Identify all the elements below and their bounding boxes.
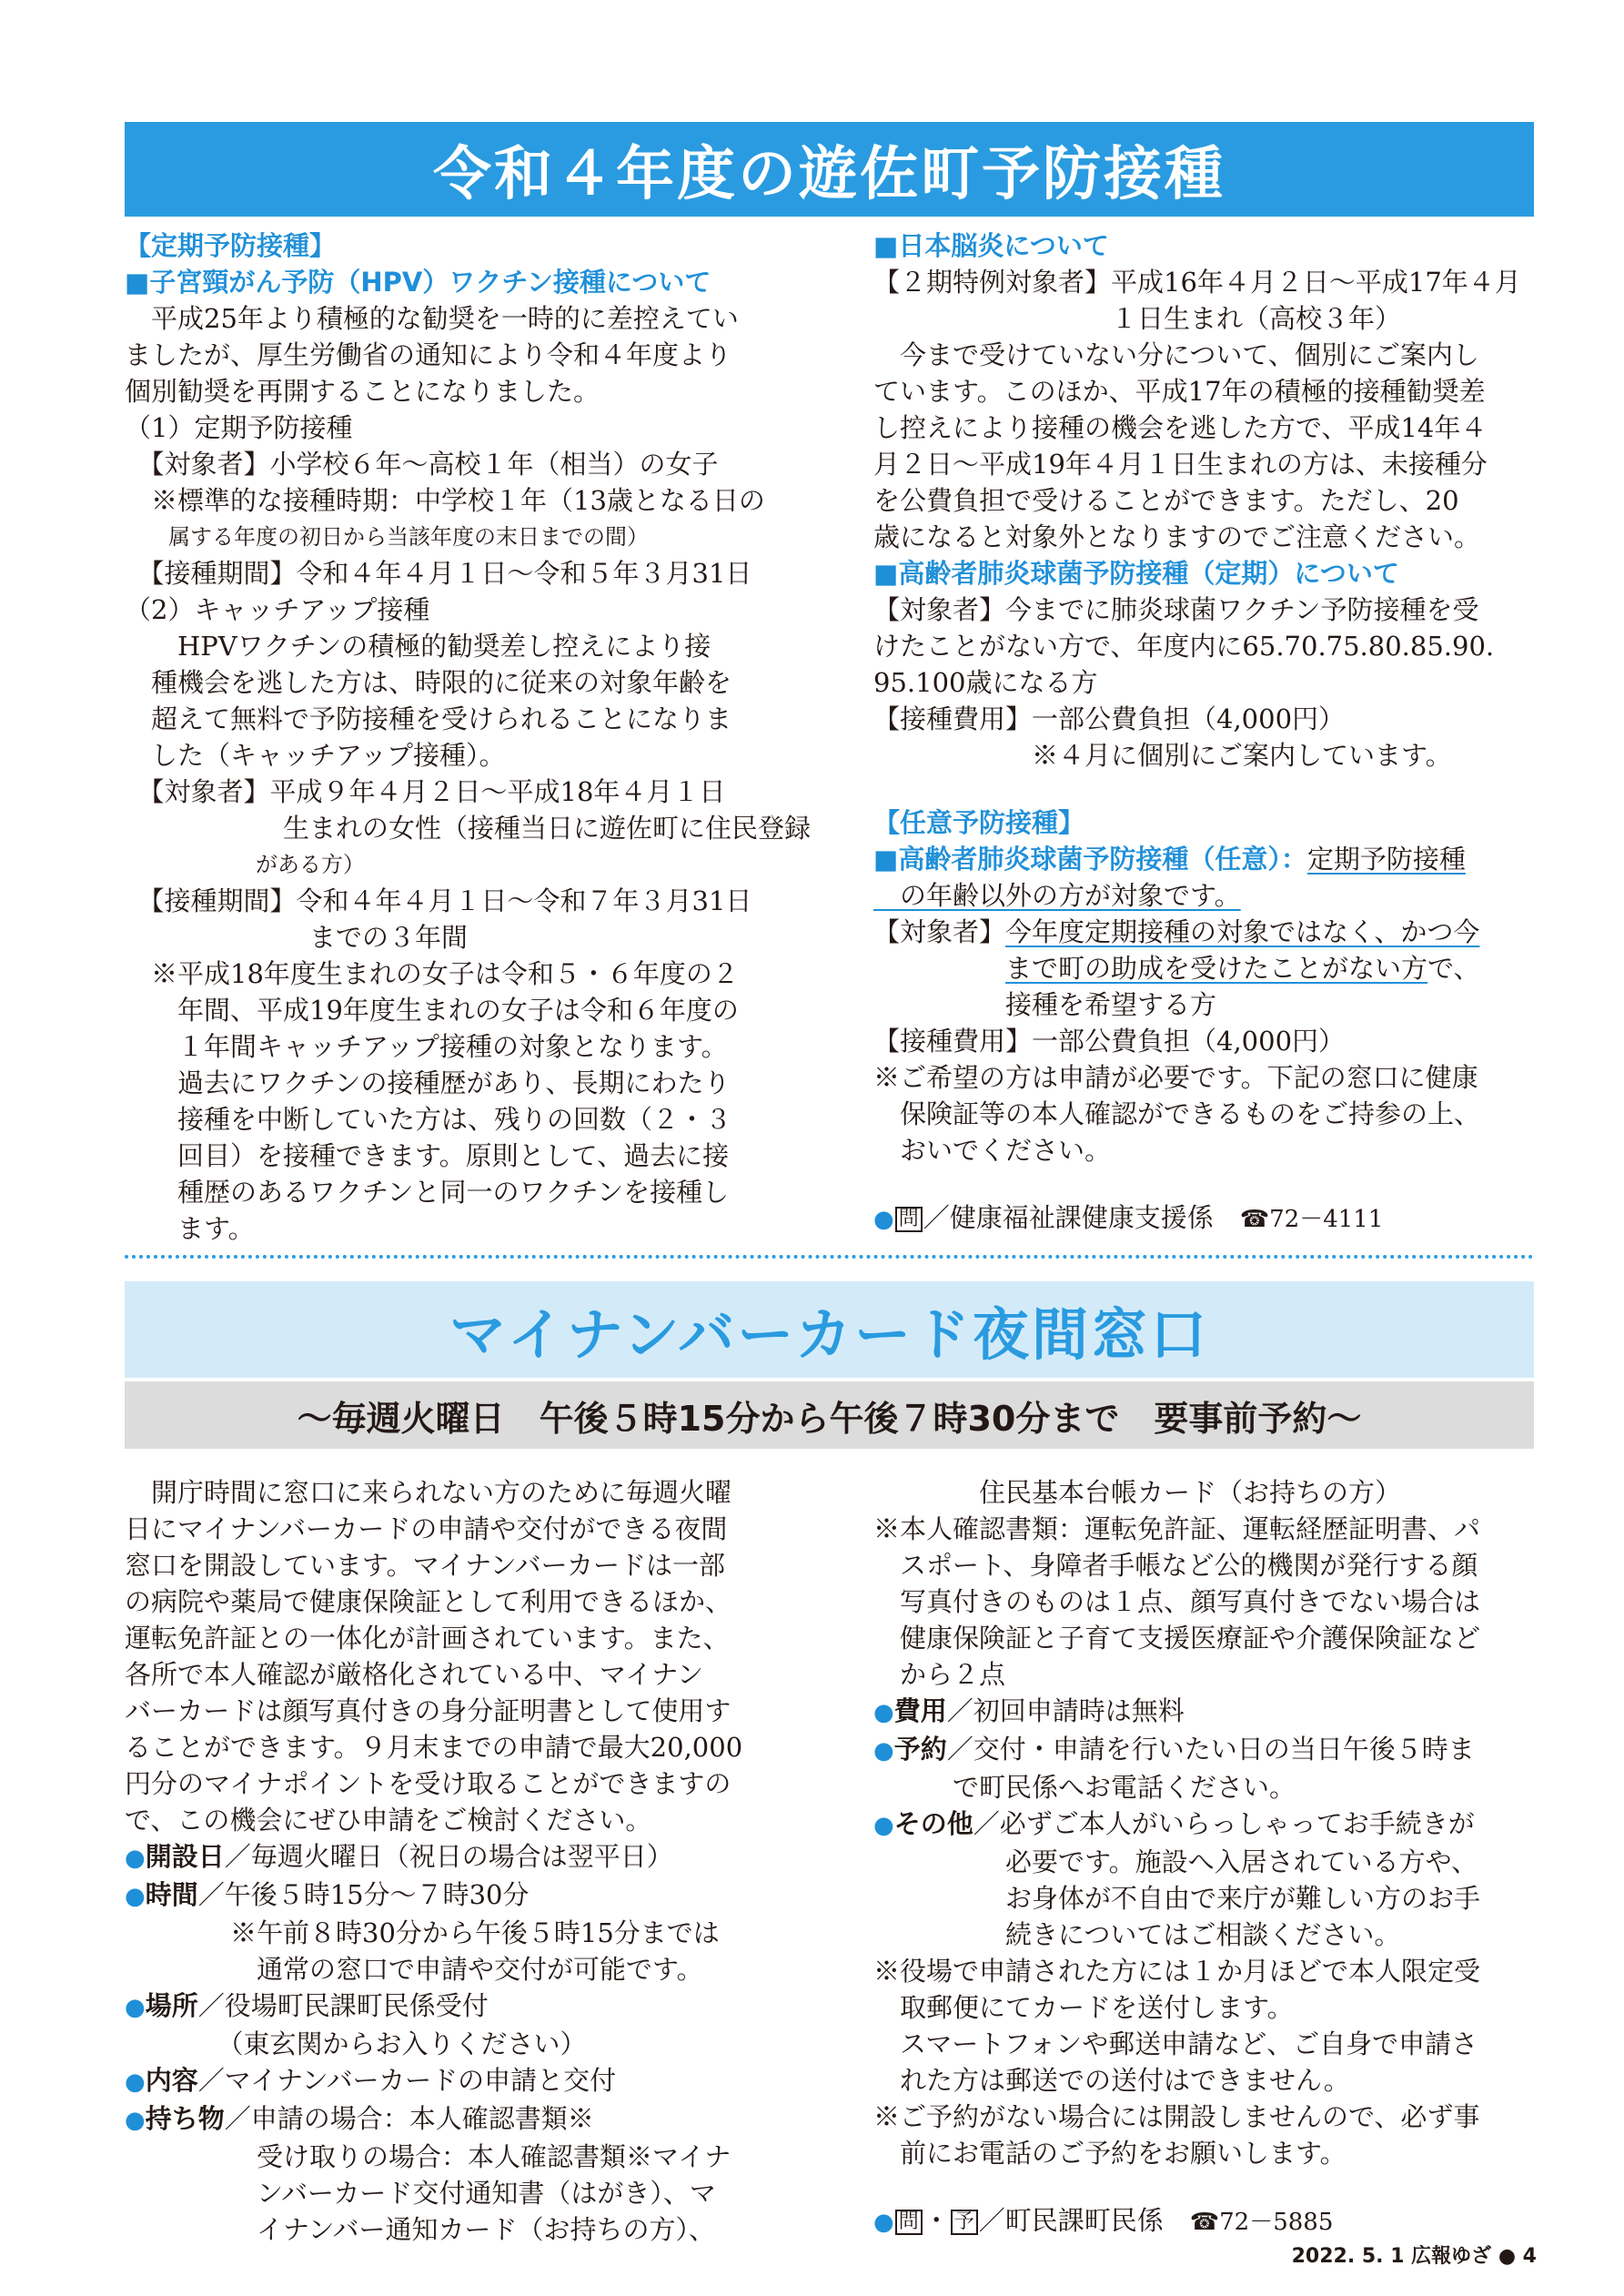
text-line (125, 1028, 793, 1065)
text-line (873, 228, 1534, 264)
line-text: ※平成18年度生まれの女子は令和５・６年度の２ (125, 958, 739, 989)
bullet-icon: ● (125, 2068, 146, 2096)
vaccination-contact: ● 問 ／健康福祉課健康支援係 ☎72－4111 (873, 1202, 1384, 1233)
text-line (873, 950, 1534, 986)
text-line (125, 701, 793, 737)
bullet-icon: ● (873, 2209, 894, 2236)
text-line (873, 1989, 1534, 2026)
text-line (125, 664, 793, 701)
bullet-icon: ● (125, 1883, 146, 1910)
text-line (125, 1838, 793, 1876)
item-text: ／毎週火曜日（祝日の場合は翌平日） (224, 1841, 673, 1872)
line-text: 通常の窓口で申請や交付が可能です。 (125, 1954, 703, 1985)
text-line (125, 337, 793, 373)
text-line (125, 1765, 793, 1802)
line-text: 【対象者】平成９年４月２日〜平成18年４月１日 (125, 776, 726, 807)
subheading: ■子宮頸がん予防（HPV）ワクチン接種について (125, 267, 711, 298)
phone-number: ☎72－5885 (1189, 2209, 1334, 2236)
text-line (125, 846, 793, 883)
text-line (873, 737, 1534, 774)
text-line (873, 841, 1534, 877)
bullet-icon: ● (873, 1699, 894, 1726)
item-label: 場所 (145, 1990, 198, 2021)
line-text: 年間、平成19年度生まれの女子は令和６年度の (125, 995, 739, 1026)
spacer (873, 774, 1534, 804)
line-text: ましたが、厚生労働省の通知により令和４年度より (125, 339, 732, 370)
text-line (873, 986, 1534, 1023)
line-text: 歳になると対象外となりますのでご注意ください。 (873, 521, 1481, 552)
line-text: 今まで受けていない分について、個別にご案内し (873, 339, 1479, 370)
text-line (125, 592, 793, 628)
text-line (125, 1729, 793, 1765)
subheading: ■高齢者肺炎球菌予防接種（任意）： (873, 844, 1307, 875)
line-text: 平成25年より積極的な勧奨を一時的に差控えてい (125, 303, 739, 334)
line-text: 接種を中断していた方は、残りの回数（２・３ (125, 1104, 732, 1135)
line-text: 取郵便にてカードを送付します。 (873, 1992, 1294, 2023)
vaccination-right-column (873, 228, 1534, 1238)
text-line (873, 2099, 1534, 2135)
spacer (873, 1168, 1534, 1199)
line-text: イナンバー通知カード（お持ちの方）、 (125, 2214, 716, 2245)
line-text: 開庁時間に窓口に来られない方のために毎週火曜 (125, 1477, 732, 1508)
text-line (125, 1210, 793, 1247)
line-text: 運転免許証との一体化が計画されています。また、 (125, 1623, 730, 1654)
item-label: 持ち物 (145, 2103, 225, 2134)
text-line (873, 373, 1534, 410)
line-text: した（キャッチアップ接種）。 (125, 740, 506, 771)
text-line (873, 1023, 1534, 1059)
mynumber-contact: ● 問 ・ 予 ／町民課町民係 ☎72－5885 (873, 2205, 1334, 2236)
text-line (125, 628, 793, 664)
line-text: 種機会を逃した方は、時限的に従来の対象年齢を (125, 667, 732, 698)
text-line (873, 628, 1534, 664)
text-line (873, 1474, 1534, 1511)
text-line (125, 956, 793, 992)
text-line (125, 1876, 793, 1915)
mynumber-left-column (125, 1474, 793, 2248)
text-line (125, 737, 793, 774)
line-text: で町民係へお電話ください。 (873, 1772, 1296, 1803)
text-line (125, 2175, 793, 2211)
text-line (125, 1583, 793, 1620)
text-line (125, 1656, 793, 1693)
text-line (125, 992, 793, 1028)
text-line (125, 1511, 793, 1547)
line-text: １日生まれ（高校３年） (873, 303, 1402, 334)
text-line (873, 519, 1534, 555)
text-line (873, 410, 1534, 446)
text-line (125, 264, 793, 300)
line-text: の病院や薬局で健康保険証として利用できるほか、 (125, 1586, 732, 1617)
text-line (873, 664, 1534, 701)
subheading: ■高齢者肺炎球菌予防接種（定期）について (873, 558, 1399, 589)
item-label: その他 (893, 1808, 973, 1839)
line-text: がある方） (125, 852, 365, 877)
reservation-mark-icon: 予 (951, 2210, 978, 2235)
line-text: スポート、身障者手帳など公的機関が発行する顔 (873, 1550, 1478, 1581)
item-text: ／申請の場合：本人確認書類※ (224, 2103, 594, 2134)
text-line (873, 2135, 1534, 2171)
line-text: 【接種期間】令和４年４月１日〜令和７年３月31日 (125, 885, 752, 916)
text-line (873, 701, 1534, 737)
text-line (125, 410, 793, 446)
line-text: 保険証等の本人確認ができるものをご持参の上、 (873, 1098, 1481, 1129)
line-text (873, 953, 1005, 984)
mynumber-subtitle: 〜毎週火曜日 午後５時15分から午後７時30分まで 要事前予約〜 (297, 1398, 1362, 1439)
item-label: 内容 (145, 2065, 198, 2096)
text-line (873, 1656, 1534, 1693)
text-line (125, 2026, 793, 2062)
text-line (125, 2139, 793, 2175)
text-line (125, 919, 793, 956)
bullet-icon: ● (125, 1994, 146, 2021)
text-line (125, 2062, 793, 2100)
text-line (125, 1802, 793, 1838)
vaccination-title: 令和４年度の遊佐町予防接種 (433, 141, 1226, 208)
section-divider (125, 1255, 1534, 1259)
mynumber-subtitle-banner (125, 1381, 1534, 1449)
line-text: HPVワクチンの積極的勧奨差し控えにより接 (125, 631, 711, 662)
line-text: を公費負担で受けることができます。ただし、20 (873, 485, 1459, 516)
line-text: 属する年度の初日から当該年度の末日までの間） (125, 524, 649, 550)
text-line (125, 1065, 793, 1101)
underlined-text: 今年度定期接種の対象ではなく、かつ今 (1005, 916, 1480, 947)
text-line (873, 264, 1534, 300)
line-text: 各所で本人確認が厳格化されている中、マイナン (125, 1659, 703, 1690)
text-line (125, 1101, 793, 1138)
bullet-icon: ● (125, 2107, 146, 2134)
item-text: ／午後５時15分〜７時30分 (197, 1879, 530, 1910)
text-line (125, 1693, 793, 1729)
line-text: れた方は郵送での送付はできません。 (873, 2065, 1350, 2096)
text-line (125, 1138, 793, 1174)
text-line (873, 1547, 1534, 1583)
text-line (125, 228, 793, 264)
line-text: ※ご希望の方は申請が必要です。下記の窓口に健康 (873, 1062, 1478, 1093)
text-line (125, 810, 812, 846)
text-line (873, 1731, 1534, 1769)
item-text: ／初回申請時は無料 (946, 1695, 1185, 1726)
line-text: 生まれの女性（接種当日に遊佐町に住民登録 (125, 813, 812, 844)
line-text: ています。このほか、平成17年の積極的接種勧奨差 (873, 376, 1486, 407)
line-text: ※本人確認書類：運転免許証、運転経歴証明書、パ (873, 1513, 1481, 1544)
subheading: 【定期予防接種】 (125, 230, 337, 261)
inquiry-mark-icon: 問 (895, 1207, 923, 1232)
item-text: ／役場町民課町民係受付 (197, 1990, 489, 2021)
text-line (125, 373, 793, 410)
item-label: 費用 (893, 1695, 947, 1726)
line-text: 写真付きのものは１点、顔写真付きでない場合は (873, 1586, 1481, 1617)
line-text: お身体が不自由で来庁が難しい方のお手 (873, 1883, 1481, 1914)
line-text: 過去にワクチンの接種歴があり、長期にわたり (125, 1067, 731, 1098)
text-line (873, 1917, 1534, 1953)
line-text: 【接種期間】令和４年４月１日〜令和５年３月31日 (125, 558, 752, 589)
line-text: 種歴のあるワクチンと同一のワクチンを接種し (125, 1177, 730, 1208)
text-line (125, 883, 793, 919)
text-line (873, 1096, 1534, 1132)
line-text: 超えて無料で予防接種を受けられることになりま (125, 703, 732, 734)
underlined-text: の年齢以外の方が対象です。 (873, 880, 1241, 911)
text-line (873, 1620, 1534, 1656)
line-text: 接種を希望する方 (873, 989, 1217, 1020)
text-line (125, 1547, 793, 1583)
text-line (873, 592, 1534, 628)
text-line (873, 337, 1534, 373)
line-text: 95.100歳になる方 (873, 667, 1098, 698)
text-line (873, 1769, 1534, 1805)
text-line (125, 519, 793, 555)
text-line (125, 1174, 793, 1210)
line-text: ることができます。９月末までの申請で最大20,000 (125, 1732, 743, 1763)
text-line (125, 555, 793, 592)
line-text: ※４月に個別にご案内しています。 (873, 740, 1452, 771)
bullet-icon: ● (125, 1845, 146, 1872)
inquiry-mark-icon: 問 (895, 2210, 923, 2235)
subheading: ■日本脳炎について (873, 230, 1109, 261)
mynumber-title: マイナンバーカード夜間窓口 (449, 1300, 1210, 1368)
vaccination-left-column (125, 228, 812, 1247)
line-text: 受け取りの場合：本人確認書類※マイナ (125, 2141, 731, 2172)
subheading: 【任意予防接種】 (873, 807, 1085, 838)
line-text: 日にマイナンバーカードの申請や交付ができる夜間 (125, 1513, 728, 1544)
line-text: で、この機会にぜひ申請をご検討ください。 (125, 1805, 652, 1836)
text-line (873, 1805, 1534, 1844)
text-line (125, 2100, 793, 2139)
text-line (873, 1693, 1534, 1731)
line-text: けたことがない方で、年度内に65.70.75.80.85.90. (873, 631, 1495, 662)
line-text: ※ご予約がない場合には開設しませんので、必ず事 (873, 2101, 1480, 2132)
text-line (873, 2026, 1534, 2062)
line-text: ※午前８時30分から午後５時15分までは (125, 1917, 720, 1948)
line-text: 住民基本台帳カード（お持ちの方） (873, 1477, 1402, 1508)
text-line (125, 1988, 793, 2026)
item-text: ／マイナンバーカードの申請と交付 (197, 2065, 617, 2096)
line-text: ※標準的な接種時期：中学校１年（13歳となる日の (125, 485, 765, 516)
text-line (873, 555, 1534, 592)
line-text: 【接種費用】一部公費負担（4,000円） (873, 703, 1346, 734)
item-label: 予約 (893, 1734, 947, 1765)
line-text: （1）定期予防接種 (125, 412, 353, 443)
line-text: 窓口を開設しています。マイナンバーカードは一部 (125, 1550, 726, 1581)
line-text: し控えにより接種の機会を逃した方で、平成14年４ (873, 412, 1488, 443)
line-text: で、 (1427, 953, 1480, 984)
item-label: 開設日 (145, 1841, 225, 1872)
line-text: 必要です。施設へ入居されている方や、 (873, 1846, 1478, 1877)
underlined-text: 定期予防接種 (1306, 844, 1466, 875)
line-text: 前にお電話のご予約をお願いします。 (873, 2138, 1347, 2169)
line-text: 【対象者】 (873, 916, 1006, 947)
text-line (125, 2211, 793, 2248)
text-line (873, 446, 1534, 482)
text-line (125, 1474, 793, 1511)
text-line (873, 482, 1534, 519)
text-line (125, 446, 793, 482)
text-line (873, 1132, 1534, 1168)
line-text: 【対象者】今までに肺炎球菌ワクチン予防接種を受 (873, 594, 1479, 625)
text-line (125, 774, 793, 810)
line-text: １年間キャッチアップ接種の対象となります。 (125, 1031, 728, 1062)
spacer (873, 2171, 1534, 2202)
line-text: （東玄関からお入りください） (125, 2028, 587, 2059)
line-text: 個別勧奨を再開することになりました。 (125, 376, 600, 407)
mynumber-right-column (873, 1474, 1534, 2240)
text-line (873, 877, 1534, 914)
item-text: ／交付・申請を行いたい日の当日午後５時ま (946, 1734, 1475, 1765)
line-text: 【接種費用】一部公費負担（4,000円） (873, 1026, 1346, 1057)
item-label: 時間 (145, 1879, 198, 1910)
line-text: ます。 (125, 1213, 255, 1244)
line-text: 回目）を接種できます。原則として、過去に接 (125, 1140, 730, 1171)
text-line (873, 804, 1534, 841)
text-line (125, 1951, 793, 1988)
line-text: おいでください。 (873, 1135, 1112, 1166)
text-line (873, 1953, 1534, 1989)
line-text: （2）キャッチアップ接種 (125, 594, 430, 625)
text-line (873, 1511, 1534, 1547)
phone-number: ☎72－4111 (1239, 1206, 1384, 1233)
line-text: スマートフォンや郵送申請など、ご自身で申請さ (873, 2028, 1478, 2059)
text-line (125, 300, 793, 337)
bullet-icon: ● (873, 1812, 894, 1839)
item-text: ／必ずご本人がいらっしゃってお手続きが (973, 1808, 1475, 1839)
text-line (873, 1583, 1534, 1620)
text-line (873, 1844, 1534, 1880)
page-footer: 2022. 5. 1 広報ゆざ ● 4 (1291, 2245, 1537, 2268)
text-line (125, 1915, 793, 1951)
line-text: から２点 (873, 1659, 1006, 1690)
text-line (873, 914, 1534, 950)
underlined-text: まで町の助成を受けたことがない方 (1005, 953, 1428, 984)
line-text: ンバーカード交付通知書（はがき）、マ (125, 2178, 716, 2209)
text-line (125, 482, 793, 519)
text-line (873, 1880, 1534, 1917)
text-line (873, 1059, 1534, 1096)
text-line (125, 1620, 793, 1656)
line-text: 健康保険証と子育て支援医療証や介護保険証など (873, 1623, 1481, 1654)
line-text: 【対象者】小学校６年〜高校１年（相当）の女子 (125, 449, 719, 480)
bullet-icon: ● (873, 1206, 894, 1233)
line-text: 続きについてはご相談ください。 (873, 1919, 1401, 1950)
text-line (873, 2062, 1534, 2099)
line-text: 【２期特例対象者】平成16年４月２日〜平成17年４月 (873, 267, 1521, 298)
line-text: 円分のマイナポイントを受け取ることができますの (125, 1768, 731, 1799)
vaccination-title-banner (125, 122, 1534, 217)
bullet-icon: ● (873, 1737, 894, 1765)
line-text: までの３年間 (125, 922, 469, 953)
line-text: バーカードは顔写真付きの身分証明書として使用す (125, 1695, 731, 1726)
mynumber-title-banner (125, 1281, 1534, 1378)
line-text: ※役場で申請された方には１か月ほどで本人限定受 (873, 1956, 1481, 1987)
line-text: 月２日〜平成19年４月１日生まれの方は、未接種分 (873, 449, 1488, 480)
text-line (873, 300, 1534, 337)
